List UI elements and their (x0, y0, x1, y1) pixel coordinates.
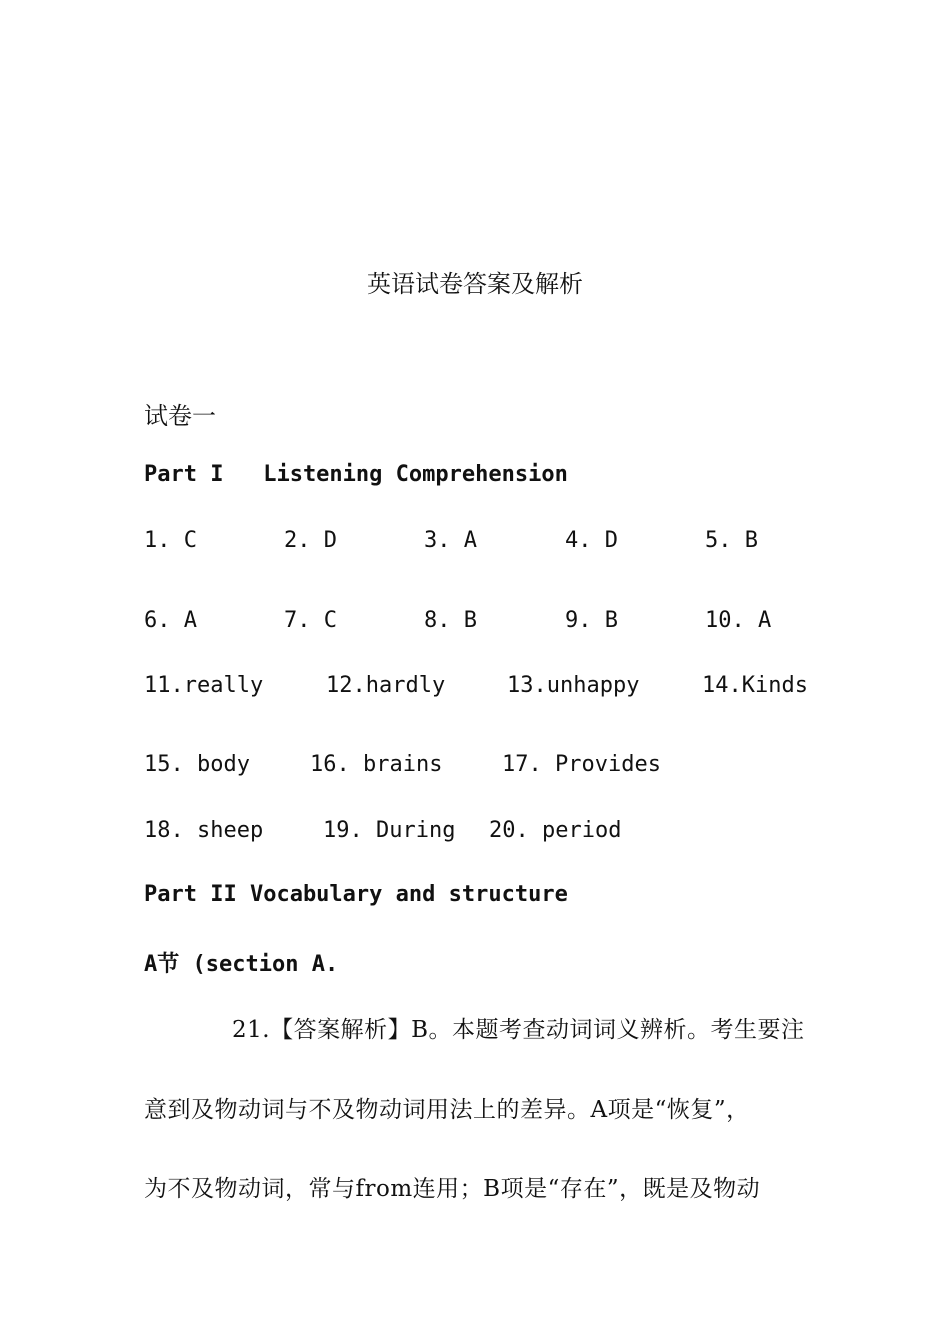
answer-5: 5. B (705, 528, 758, 553)
explanation-line-2: 意到及物动词与不及物动词用法上的差异。A项是“恢复”， (144, 1097, 750, 1123)
answer-6: 6. A (144, 608, 197, 633)
answer-14: 14.Kinds (702, 673, 808, 698)
explanation-line-1: 21.【答案解析】B。本题考查动词词义辨析。考生要注 (232, 1017, 805, 1043)
answer-4: 4. D (565, 528, 618, 553)
answer-19: 19. During (323, 818, 456, 843)
paper-label: 试卷一 (144, 402, 216, 430)
answer-10: 10. A (705, 608, 772, 633)
section-a-heading: A节 (section A. (144, 952, 339, 977)
answer-2: 2. D (284, 528, 337, 553)
answer-12: 12.hardly (326, 673, 446, 698)
answer-7: 7. C (284, 608, 337, 633)
answer-20: 20. period (489, 818, 622, 843)
answer-17: 17. Provides (502, 752, 661, 777)
answer-11: 11.really (144, 673, 264, 698)
answer-18: 18. sheep (144, 818, 264, 843)
answer-1: 1. C (144, 528, 197, 553)
answer-3: 3. A (424, 528, 477, 553)
answer-16: 16. brains (310, 752, 443, 777)
document-title: 英语试卷答案及解析 (367, 270, 583, 298)
answer-15: 15. body (144, 752, 250, 777)
answer-8: 8. B (424, 608, 477, 633)
part2-heading: Part II Vocabulary and structure (144, 882, 568, 907)
explanation-line-3: 为不及物动词，常与from连用；B项是“存在”，既是及物动 (144, 1176, 761, 1202)
answer-13: 13.unhappy (507, 673, 640, 698)
answer-9: 9. B (565, 608, 618, 633)
part1-heading: Part I Listening Comprehension (144, 462, 568, 487)
